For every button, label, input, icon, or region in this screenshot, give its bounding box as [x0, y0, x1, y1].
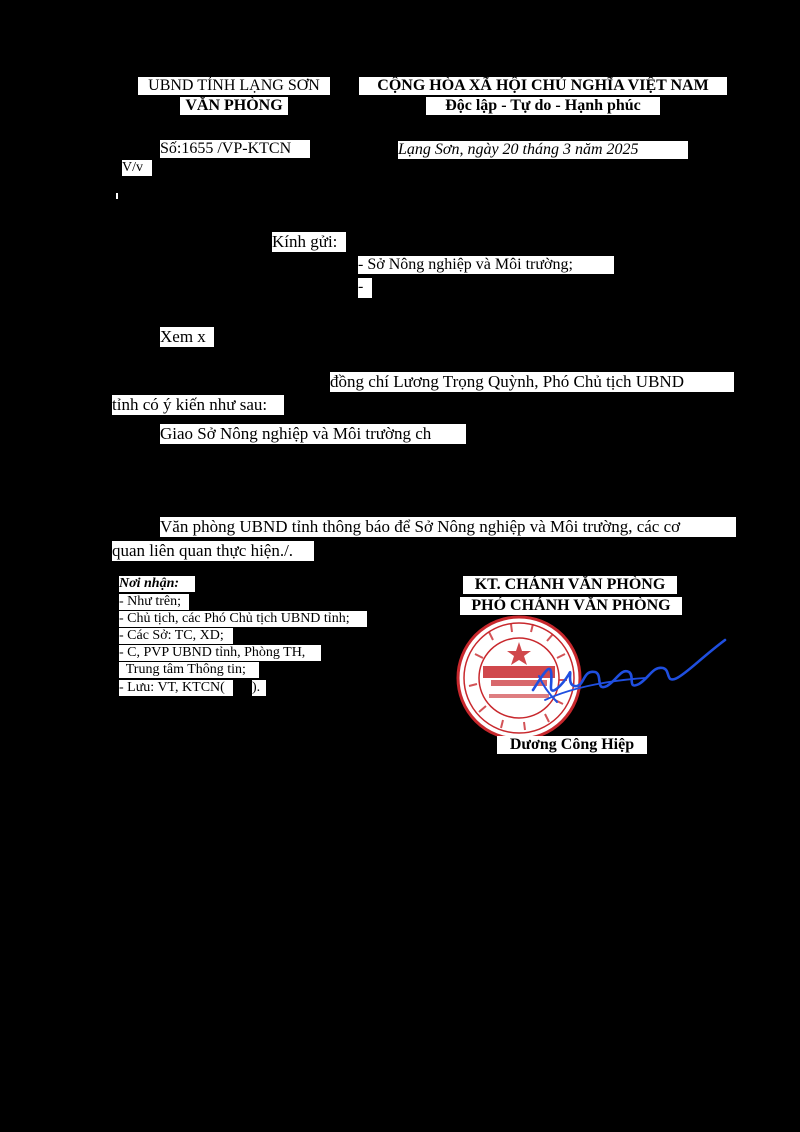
doc-number: Số:1655 /VP-KTCN [160, 140, 310, 158]
signer-name: Dương Công Hiệp [497, 736, 647, 754]
body-paragraph-3: Giao Sở Nông nghiệp và Môi trường ch [160, 424, 466, 444]
sign-title-line1: KT. CHÁNH VĂN PHÒNG [463, 576, 677, 594]
body-paragraph-4-line2: quan liên quan thực hiện./. [112, 541, 314, 561]
subject-prefix: V/v [122, 160, 152, 176]
noi-nhan-label: Nơi nhận: [119, 576, 195, 592]
noi-nhan-item: - C, PVP UBND tỉnh, Phòng TH, [119, 645, 321, 661]
redacted-block [233, 684, 252, 696]
body-paragraph-2-line1: đồng chí Lương Trọng Quỳnh, Phó Chủ tịch UBND [330, 372, 734, 392]
org-name-line1: UBND TỈNH LẠNG SƠN [138, 77, 330, 95]
recipient-item: - [358, 278, 372, 298]
sign-title-line2: PHÓ CHÁNH VĂN PHÒNG [460, 597, 682, 615]
noi-nhan-item: - Lưu: VT, KTCN( [119, 680, 233, 696]
org-name-line2: VĂN PHÒNG [180, 97, 288, 115]
text-fragment [116, 193, 118, 199]
noi-nhan-item: - Chủ tịch, các Phó Chủ tịch UBND tỉnh; [119, 611, 367, 627]
noi-nhan-item: Trung tâm Thông tin; [119, 662, 259, 678]
body-paragraph-1: Xem x [160, 327, 214, 347]
noi-nhan-item: - Như trên; [119, 594, 189, 610]
handwritten-signature [525, 628, 730, 708]
recipients-label: Kính gửi: [272, 232, 346, 252]
body-paragraph-4-line1: Văn phòng UBND tỉnh thông báo để Sở Nông nghiệp và Môi trường, các cơ [160, 517, 736, 537]
place-date: Lạng Sơn, ngày 20 tháng 3 năm 2025 [398, 141, 688, 159]
body-paragraph-2-line2: tỉnh có ý kiến như sau: [112, 395, 284, 415]
recipient-item: - Sở Nông nghiệp và Môi trường; [358, 256, 614, 274]
noi-nhan-item: - Các Sở: TC, XD; [119, 628, 233, 644]
noi-nhan-item: ). [252, 680, 266, 696]
nation-motto-line1: CỘNG HÒA XÃ HỘI CHỦ NGHĨA VIỆT NAM [359, 77, 727, 95]
nation-motto-line2: Độc lập - Tự do - Hạnh phúc [426, 97, 660, 115]
